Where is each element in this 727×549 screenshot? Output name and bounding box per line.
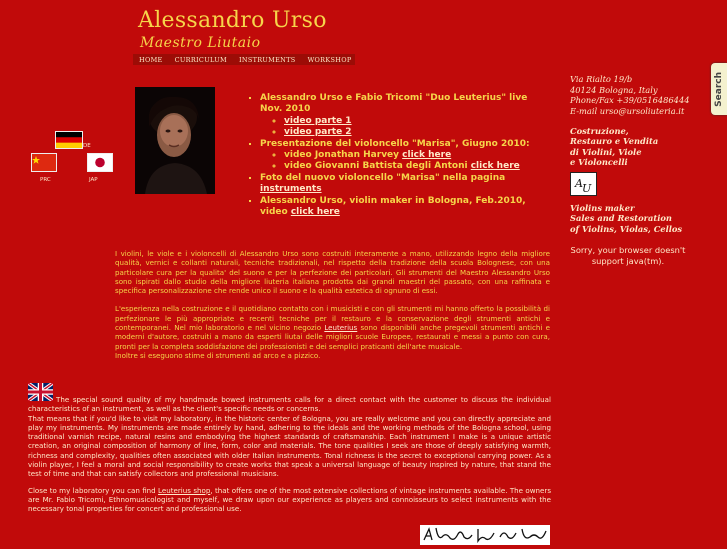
- leuterius-link[interactable]: Leuterius: [324, 323, 358, 333]
- germany-flag-icon: [55, 131, 83, 149]
- italian-paragraph: I violini, le viole e i violoncelli di Alessandro Urso sono costruiti interamente a mano, utilizzando legno della migliore qualità, vernici e collanti naturali, tecniche tradizionali, nel rispetto della tradizione della scuola Bolognese, con una particolare cura per la qualita' del suono e per la perfezione dei particolari. Gli strumenti del Maestro Alessandro Urso sono ispirati dallo studio della migliore liuteria italiana prodotta dai grandi maestri del passato, con una raffinata e specifica personalizzazione che rende unico il suono e la qualità estetica di ognuno di essi.: [115, 249, 550, 296]
- italian-paragraph: Inoltre si eseguono stime di strumenti ad arco e a pizzico.: [115, 350, 321, 360]
- english-paragraph: The special sound quality of my handmade bowed instruments calls for a direct contact with the customer to discuss the individual characteristics of an instrument, as well as the client's specific needs or concerns.: [28, 395, 551, 414]
- language-jap[interactable]: [87, 153, 113, 176]
- language-prc[interactable]: [31, 153, 57, 176]
- japan-flag-icon: [87, 153, 113, 172]
- italian-description: [115, 249, 550, 369]
- au-monogram-icon: [570, 172, 597, 196]
- nav-workshop[interactable]: WORKSHOP: [307, 55, 352, 64]
- click-here-harvey-link[interactable]: click here: [402, 150, 452, 161]
- news-item: ▪ Presentazione del violoncello "Marisa", Giugno 2010: ◦ video Jonathan Harvey click here ◦ video Giovanni Battista degli Antoni click here: [260, 139, 540, 173]
- java-notice: Sorry, your browser doesn't support java(tm).: [570, 245, 686, 266]
- main-nav: [133, 54, 355, 65]
- portrait-photo: [135, 87, 215, 194]
- email-link[interactable]: E-mail urso@ursoliuteria.it: [570, 105, 685, 116]
- click-here-video-link[interactable]: click here: [290, 207, 340, 218]
- services-italian: Costruzione, Restauro e Vendita di Violini, Viole e Violoncelli: [570, 126, 659, 168]
- news-list: [250, 93, 540, 218]
- nav-curriculum[interactable]: CURRICULUM: [174, 55, 227, 64]
- logo: [570, 172, 597, 196]
- italian-paragraph: L'esperienza nella costruzione e il quotidiano contatto con i musicisti e con gli strumenti mi hanno offerto la possibilità di perfezionare le più appropriate e recenti tecniche per il restauro e la conservazione degli strumenti antichi e contemporanei. Nel mio laboratorio e nel vicino negozio Leuterius sono disponibili anche pregevoli strumenti antichi e moderni d'autore, costruiti a mano da esperti liutai delle migliori scuole Europee, restaurati e messi a punto con cura, pronti per la completa soddisfazione dei professionisti e dei semplici praticanti dell'arte musicale.: [115, 304, 550, 351]
- video-part-2-link[interactable]: video parte 2: [284, 127, 352, 138]
- english-paragraph: Close to my laboratory you can find Leuterius shop, that offers one of the most extensive collections of vintage instruments available. The owners are Mr. Fabio Tricomi, Ethnomusicologist and myself, we draw upon our experience as players and connoisseurs to select instruments with the necessary tonal properties for concert and professional use.: [28, 485, 552, 514]
- language-label-prc: PRC: [40, 177, 51, 183]
- instruments-link[interactable]: instruments: [260, 184, 322, 195]
- signature-image: [420, 525, 550, 545]
- news-item: ▪ Alessandro Urso e Fabio Tricomi "Duo Leuterius" live Nov. 2010 ◦ video parte 1 ◦ video parte 2: [260, 93, 540, 139]
- contact-address: Via Rialto 19/b 40124 Bologna, Italy Phone/Fax +39/0516486444 E-mail urso@ursoliuteria.it: [570, 74, 690, 116]
- video-part-1-link[interactable]: video parte 1: [284, 115, 352, 126]
- language-label-de: DE: [83, 143, 91, 149]
- language-de[interactable]: [55, 131, 83, 153]
- leuterius-shop-link[interactable]: Leuterius shop: [158, 485, 211, 495]
- svg-text:A: A: [575, 177, 583, 190]
- services-english: Violins maker Sales and Restoration of Violins, Violas, Cellos: [570, 203, 683, 234]
- english-description: [28, 395, 551, 521]
- news-item: ▪ Foto del nuovo violoncello "Marisa" nella pagina instruments: [260, 173, 540, 196]
- language-label-jap: JAP: [89, 177, 98, 183]
- nav-home[interactable]: HOME: [139, 55, 163, 64]
- news-item: ▪ Alessandro Urso, violin maker in Bologna, Feb.2010, video click here: [260, 196, 540, 219]
- site-title: Alessandro Urso: [138, 8, 327, 33]
- china-flag-icon: [31, 153, 57, 172]
- english-paragraph: That means that if you'd like to visit my laboratory, in the historic center of Bologna, you are really welcome and you can directly appreciate and play my instruments. My instruments are made entirely by hand, adhering to the ideals and the working methods of the Bologna school, using traditional varnish recipe, natural resins and embodying the highest standards of craftsmanship. Each instrument I make is a unique artistic creation, an original composition of harmony of line, form, color and materials. The tone qualities I seek are those of deeply satisfying warmth, richness and complexity, qualities often associated with older Italian instruments. Tonal richness is the secret to exceptional carrying power. As a violin player, I feel a moral and social responsibility to create works that speak a universal language of beauty inspired by nature, that stand the test of time and that can satisfy collectors and professional musicians.: [28, 413, 551, 479]
- search-tab-label: Search: [714, 71, 724, 107]
- nav-instruments[interactable]: INSTRUMENTS: [238, 55, 296, 64]
- signature-icon: [420, 525, 550, 545]
- svg-text:U: U: [582, 182, 592, 195]
- search-tab[interactable]: [711, 63, 727, 115]
- site-subtitle: Maestro Liutaio: [140, 35, 261, 51]
- click-here-antoni-link[interactable]: click here: [470, 161, 520, 172]
